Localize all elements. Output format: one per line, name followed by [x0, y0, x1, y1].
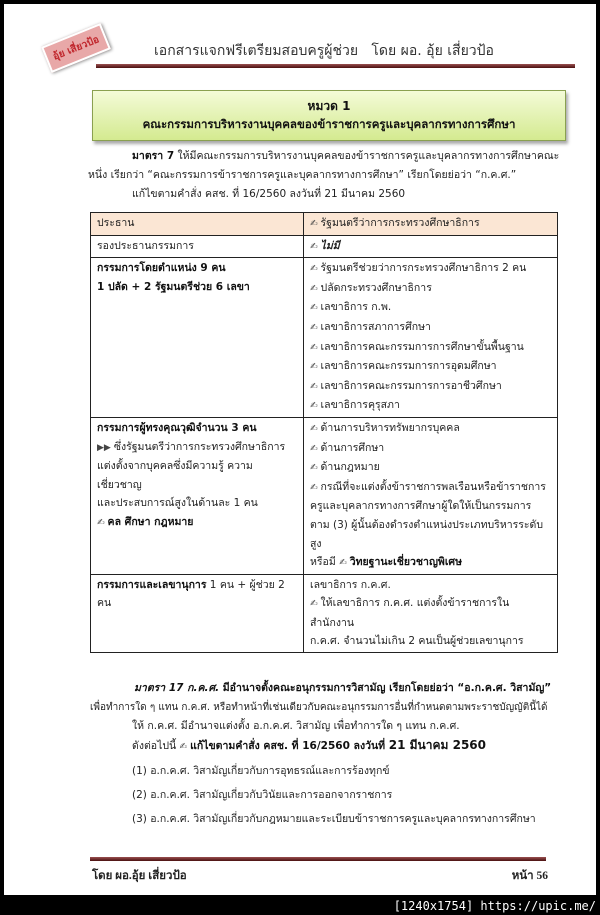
pen-hand-icon: ✍ [310, 362, 318, 373]
section-title: หมวด 1 [307, 99, 351, 113]
header-divider [96, 64, 575, 68]
list-item [310, 279, 551, 299]
list-item [310, 338, 551, 358]
text: ด้านกฎหมาย [320, 461, 380, 474]
list-item [310, 377, 551, 397]
section-subtitle: คณะกรรมการบริหารงานบุคคลของข้าราชการครูและบุคลากรทางการศึกษา [142, 117, 516, 131]
text: ครูและบุคลากรทางการศึกษาผู้ใดให้เป็นกรรมการ [310, 500, 532, 513]
text: กรรมการผู้ทรงคุณวุฒิจำนวน 3 คน [97, 421, 257, 434]
list-item [310, 357, 551, 377]
member-cell [304, 235, 558, 258]
double-arrow-icon: ▶▶ [97, 442, 111, 453]
list-item: (3) อ.ก.ค.ศ. วิสามัญเกี่ยวกับกฎหมายและระเบียบข้าราชการครูและบุคลากรทางการศึกษา [132, 813, 536, 826]
committee-table [90, 212, 558, 653]
text: กรรมการและเลขานุการ [97, 578, 207, 591]
section17-line3: ให้ ก.ค.ศ. มีอำนาจแต่งตั้ง อ.ก.ค.ศ. วิสามัญ เพื่อทำการใด ๆ แทน ก.ค.ศ. [132, 720, 460, 733]
section7-amendment: แก้ไขตามคำสั่ง คสช. ที่ 16/2560 ลงวันที่ 21 มีนาคม 2560 [132, 188, 406, 200]
pen-hand-icon: ✍ [339, 558, 347, 569]
text: วิทยฐานะเชี่ยวชาญพิเศษ [349, 556, 462, 569]
section17-amendment [90, 736, 566, 757]
text: ให้มีคณะกรรมการบริหารงานบุคคลของข้าราชการครูและบุคลากรทางการศึกษาคณะ [174, 150, 560, 162]
section7-line2: หนึ่ง เรียกว่า “คณะกรรมการข้าราชการครูและบุคลากรทางการศึกษา” เรียกโดยย่อว่า “ก.ค.ศ.” [88, 169, 517, 181]
text: เลขาธิการคุรุสภา [320, 399, 400, 412]
text: เลขาธิการคณะกรรมการการอาชีวศึกษา [320, 379, 502, 392]
text: เลขาธิการคณะกรรมการการศึกษาขั้นพื้นฐาน [320, 340, 524, 353]
text: ตาม (3) ผู้นั้นต้องดำรงตำแหน่งประเภทบริหารระดับสูง [310, 518, 544, 550]
section7-line1 [88, 147, 566, 166]
text: หรือมี [310, 556, 336, 569]
list-item [310, 396, 551, 416]
text: และประสบการณ์สูงในด้านละ 1 คน [97, 497, 258, 510]
text: แก้ไขตามคำสั่ง คสช. ที่ 16/2560 ลงวันที่ [190, 740, 389, 753]
list-item [310, 419, 551, 439]
pen-hand-icon: ✍ [310, 381, 318, 392]
section7-label: มาตรา 7 [132, 150, 175, 162]
text: 21 มีนาคม 2560 [388, 738, 486, 753]
page-header [4, 4, 596, 88]
pen-hand-icon: ✍ [310, 303, 318, 314]
list-item [310, 259, 551, 279]
text: ก.ค.ศ. จำนวนไม่เกิน 2 คนเป็นผู้ช่วยเลขานุการ [310, 635, 524, 648]
text: เลขาธิการ ก.พ. [320, 301, 392, 314]
list-item [310, 298, 551, 318]
table-row [91, 258, 558, 418]
pen-hand-icon: ✍ [310, 599, 318, 610]
text: ด้านการบริหารทรัพยากรบุคคล [320, 421, 460, 434]
role-cell: ประธาน [91, 213, 304, 236]
text: รัฐมนตรีช่วยว่าการกระทรวงศึกษาธิการ 2 คน [320, 262, 527, 275]
text: รัฐมนตรีว่าการกระทรวงศึกษาธิการ [320, 217, 480, 229]
text: 1 ปลัด + 2 รัฐมนตรีช่วย 6 เลขา [97, 280, 250, 293]
pen-hand-icon: ✍ [310, 482, 318, 493]
section17 [90, 679, 566, 829]
pen-hand-icon: ✍ [97, 517, 105, 528]
member-cell [304, 417, 558, 574]
table-row [91, 417, 558, 574]
text: ดังต่อไปนี้ [132, 740, 180, 753]
member-cell [304, 258, 558, 418]
section-title-box [92, 90, 566, 141]
text: ให้เลขาธิการ ก.ค.ศ. แต่งตั้งข้าราชการในสำนักงาน [310, 597, 510, 629]
page-number: หน้า 56 [511, 870, 548, 883]
list-item: (1) อ.ก.ค.ศ. วิสามัญเกี่ยวกับการอุทธรณ์และการร้องทุกข์ [132, 765, 390, 778]
pen-hand-icon: ✍ [310, 443, 318, 454]
list-item: (2) อ.ก.ค.ศ. วิสามัญเกี่ยวกับวินัยและการออกจากราชการ [132, 789, 393, 802]
section17-line2: เพื่อทำการใด ๆ แทน ก.ค.ศ. หรือทำหน้าที่เช่นเดียวกับคณะอนุกรรมการอื่นที่กำหนดตามพระราชบัญญัตินี้ได้ [90, 702, 548, 714]
list-item [310, 439, 551, 459]
text: กรณีที่จะแต่งตั้งข้าราชการพลเรือนหรือข้าราชการ [320, 480, 546, 493]
author-stamp-logo: อุ้ย เสี่ยวป้อ [41, 23, 111, 73]
text: เลขาธิการคณะกรรมการการอุดมศึกษา [320, 360, 497, 373]
table-row [91, 574, 558, 652]
list-item [310, 458, 551, 478]
text: ไม่มี [320, 239, 340, 252]
role-cell [91, 258, 304, 418]
pen-hand-icon: ✍ [310, 401, 318, 412]
footer-author: โดย ผอ.อุ้ย เสี่ยวป้อ [92, 870, 187, 883]
member-cell [304, 574, 558, 652]
header-title: เอกสารแจกฟรีเตรียมสอบครูผู้ช่วย โดย ผอ. อุ้ย เสี่ยวป้อ [154, 43, 494, 59]
text: ซึ่งรัฐมนตรีว่าการกระทรวงศึกษาธิการ [113, 440, 286, 453]
text: ปลัดกระทรวงศึกษาธิการ [320, 281, 432, 294]
pen-hand-icon: ✍ [179, 742, 188, 753]
pen-hand-icon: ✍ [310, 283, 318, 294]
text: กรรมการโดยตำแหน่ง 9 คน [97, 262, 226, 275]
text: มีอำนาจตั้งคณะอนุกรรมการวิสามัญ เรียกโดยย่อว่า “อ.ก.ค.ศ. วิสามัญ” [219, 682, 552, 695]
page-footer [92, 867, 548, 885]
pen-hand-icon: ✍ [310, 463, 318, 474]
text: แต่งตั้งจากบุคคลซึ่งมีความรู้ ความเชี่ยวชาญ [97, 460, 253, 491]
pen-hand-icon: ✍ [310, 219, 318, 229]
text: 1 คน + ผู้ช่วย 2 คน [97, 578, 285, 610]
document-page [4, 4, 596, 895]
role-cell [91, 417, 304, 574]
pen-hand-icon: ✍ [310, 264, 318, 275]
list-item [310, 318, 551, 338]
section7 [88, 147, 566, 204]
table-row [91, 213, 558, 236]
member-cell [304, 213, 558, 236]
pen-hand-icon: ✍ [310, 241, 318, 252]
pen-hand-icon: ✍ [310, 342, 318, 353]
text: คล ศึกษา กฎหมาย [107, 515, 194, 528]
pen-hand-icon: ✍ [310, 322, 318, 333]
table-row [91, 235, 558, 258]
pen-hand-icon: ✍ [310, 423, 318, 434]
footer-divider [90, 857, 546, 861]
text: เลขาธิการสภาการศึกษา [320, 320, 431, 333]
section17-label: มาตรา 17 ก.ค.ศ. [134, 682, 220, 695]
role-cell: รองประธานกรรมการ [91, 235, 304, 258]
role-cell [91, 574, 304, 652]
section17-line1 [90, 679, 566, 698]
image-watermark: [1240x1754] https://upic.me/ [393, 899, 596, 914]
text: เลขาธิการ ก.ค.ศ. [310, 578, 391, 591]
text: ด้านการศึกษา [320, 441, 385, 454]
